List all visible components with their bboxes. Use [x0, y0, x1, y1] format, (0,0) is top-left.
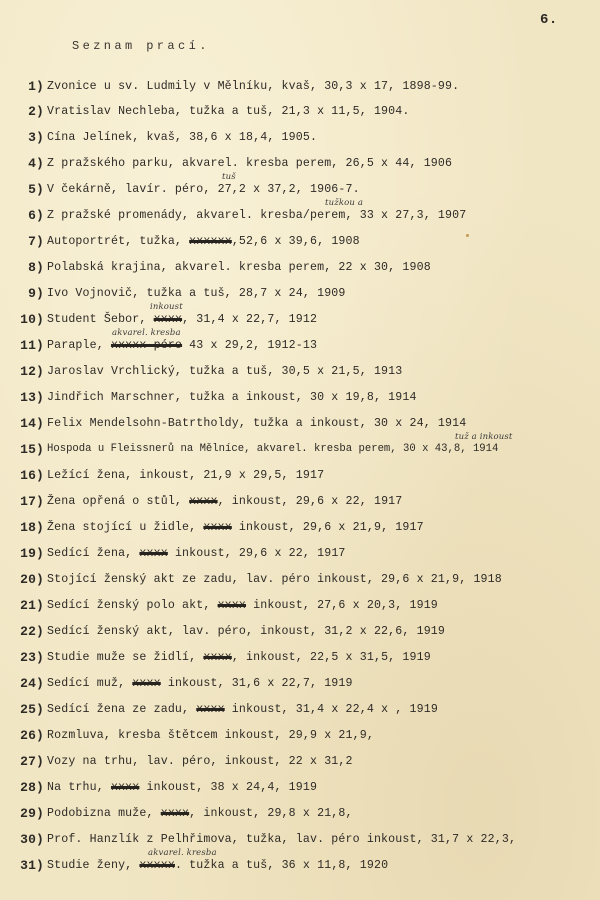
entry-number: 5) — [28, 182, 44, 197]
entry-number: 12) — [20, 364, 44, 379]
entry-text: Jindřich Marschner, tužka a inkoust, 30 x 19,8, 1914 — [47, 391, 417, 404]
entry-text: Sedící žena ze zadu, xxxx inkoust, 31,4 x 22,4 x , 1919 — [47, 703, 438, 716]
entry-number: 18) — [20, 520, 44, 535]
struck-text: xxxx — [132, 677, 161, 690]
entry-text: Prof. Hanzlík z Pelhřimova, tužka, lav. péro inkoust, 31,7 x 22,3, — [47, 833, 517, 846]
entry-text: Autoportrét, tužka, xxxxxx,52,6 x 39,6, 1908 — [47, 235, 360, 248]
struck-text: xxxx — [217, 599, 247, 612]
entry-number: 13) — [20, 390, 44, 405]
entry-number: 1) — [28, 79, 44, 94]
entry-number: 21) — [20, 598, 44, 613]
entry-text: Jaroslav Vrchlický, tužka a tuš, 30,5 x 21,5, 1913 — [47, 365, 403, 378]
list-entry — [0, 286, 600, 306]
list-entry — [0, 598, 600, 618]
entry-text: Polabská krajina, akvarel. kresba perem, 22 x 30, 1908 — [47, 261, 431, 274]
list-entry — [0, 624, 600, 644]
entry-number: 29) — [20, 806, 44, 821]
entry-text: Sedící ženský akt, lav. péro, inkoust, 31,2 x 22,6, 1919 — [47, 625, 446, 638]
list-entry — [0, 328, 600, 358]
entry-number: 14) — [20, 416, 44, 431]
entry-text: Felix Mendelsohn-Batrtholdy, tužka a inkoust, 30 x 24, 1914 — [47, 417, 467, 430]
entry-text: Žena opřená o stůl, xxxx, inkoust, 29,6 x 22, 1917 — [47, 495, 403, 508]
list-entry — [0, 728, 600, 748]
entry-number: 17) — [20, 494, 44, 509]
list-entry — [0, 572, 600, 592]
struck-text: xxxx — [189, 495, 218, 508]
entry-text: Ležící žena, inkoust, 21,9 x 29,5, 1917 — [47, 469, 325, 482]
list-entry — [0, 780, 600, 800]
entry-text: Z pražského parku, akvarel. kresba perem, 26,5 x 44, 1906 — [47, 157, 453, 170]
entry-text: Studie ženy, xxxxx. tužka a tuš, 36 x 11,8, 1920 — [47, 859, 389, 872]
list-entry — [0, 260, 600, 280]
struck-text: xxxx — [153, 313, 183, 326]
entry-number: 9) — [28, 286, 44, 301]
list-entry — [0, 172, 600, 202]
list-entry — [0, 832, 600, 852]
entry-text: Hospoda u Fleissnerů na Mělníce, akvarel. kresba perem, 30 x 43,8, 1914 — [47, 443, 499, 455]
list-entry — [0, 302, 600, 332]
entry-number: 19) — [20, 546, 44, 561]
struck-text: xxxx — [203, 521, 232, 534]
handwritten-note: tužkou a — [325, 198, 364, 208]
entry-number: 4) — [28, 156, 44, 171]
list-entry — [0, 432, 600, 462]
entry-text: Podobizna muže, xxxx, inkoust, 29,8 x 21,8, — [47, 807, 353, 820]
handwritten-note: akvarel. kresba — [148, 848, 217, 858]
struck-text: xxxx — [196, 703, 225, 716]
entry-number: 15) — [20, 442, 44, 457]
entry-number: 26) — [20, 728, 44, 743]
entry-text: Stojící ženský akt ze zadu, lav. péro inkoust, 29,6 x 21,9, 1918 — [47, 573, 502, 586]
struck-text: xxxxx — [139, 859, 175, 872]
struck-text: xxxxx péro — [110, 339, 183, 352]
list-entry — [0, 156, 600, 176]
struck-text: xxxxxx — [189, 235, 232, 248]
list-entry — [0, 546, 600, 566]
entry-text: Sedící muž, xxxx inkoust, 31,6 x 22,7, 1919 — [47, 677, 353, 690]
list-entry — [0, 494, 600, 514]
list-entry — [0, 676, 600, 696]
list-entry — [0, 364, 600, 384]
entry-number: 8) — [28, 260, 44, 275]
list-entry — [0, 702, 600, 722]
list-entry — [0, 848, 600, 878]
entry-number: 30) — [20, 832, 44, 847]
list-entry — [0, 806, 600, 826]
entry-number: 7) — [28, 234, 44, 249]
list-entry — [0, 79, 600, 99]
entry-number: 22) — [20, 624, 44, 639]
handwritten-note: tuž a inkoust — [455, 432, 513, 442]
list-entry — [0, 198, 600, 228]
list-entry — [0, 468, 600, 488]
entry-text: Cína Jelínek, kvaš, 38,6 x 18,4, 1905. — [47, 131, 318, 144]
ink-spot — [466, 234, 469, 237]
list-entry — [0, 520, 600, 540]
handwritten-note: tuš — [222, 172, 236, 182]
entry-number: 11) — [20, 338, 44, 353]
struck-text: xxxx — [203, 651, 232, 664]
entry-text: Zvonice u sv. Ludmily v Mělníku, kvaš, 30,3 x 17, 1898-99. — [47, 80, 460, 93]
entry-text: Vozy na trhu, lav. péro, inkoust, 22 x 31,2 — [47, 755, 353, 768]
struck-text: xxxx — [110, 781, 140, 794]
entry-number: 25) — [20, 702, 44, 717]
entry-number: 24) — [20, 676, 44, 691]
entry-text: Studie muže se židlí, xxxx, inkoust, 22,5 x 31,5, 1919 — [47, 651, 431, 664]
list-title: Seznam prací. — [72, 39, 210, 53]
handwritten-note: inkoust — [150, 302, 183, 312]
entry-text: Paraple, xxxxx péro 43 x 29,2, 1912-13 — [47, 339, 318, 352]
entry-number: 10) — [20, 312, 44, 327]
entry-text: Rozmluva, kresba štětcem inkoust, 29,9 x 21,9, — [47, 729, 374, 742]
list-entry — [0, 130, 600, 150]
entry-text: Vratislav Nechleba, tužka a tuš, 21,3 x 11,5, 1904. — [47, 105, 410, 118]
list-entry — [0, 234, 600, 254]
page-number: 6. — [540, 12, 558, 28]
entry-text: Sedící žena, xxxx inkoust, 29,6 x 22, 1917 — [47, 547, 346, 560]
list-entry — [0, 650, 600, 670]
struck-text: xxxx — [139, 547, 168, 560]
entry-number: 28) — [20, 780, 44, 795]
entry-number: 6) — [28, 208, 44, 223]
entry-text: V čekárně, lavír. péro, 27,2 x 37,2, 1906-7. — [47, 183, 360, 196]
entry-text: Student Šebor, xxxx, 31,4 x 22,7, 1912 — [47, 313, 318, 326]
entry-number: 3) — [28, 130, 44, 145]
entry-text: Z pražské promenády, akvarel. kresba/perem, 33 x 27,3, 1907 — [47, 209, 467, 222]
entry-text: Na trhu, xxxx inkoust, 38 x 24,4, 1919 — [47, 781, 318, 794]
struck-text: xxxx — [160, 807, 190, 820]
entry-number: 16) — [20, 468, 44, 483]
list-entry — [0, 390, 600, 410]
entry-number: 27) — [20, 754, 44, 769]
entry-number: 31) — [20, 858, 44, 873]
entry-text: Sedící ženský polo akt, xxxx inkoust, 27,6 x 20,3, 1919 — [47, 599, 438, 612]
entry-number: 20) — [20, 572, 44, 587]
entry-text: Žena stojící u židle, xxxx inkoust, 29,6 x 21,9, 1917 — [47, 521, 424, 534]
list-entry — [0, 104, 600, 124]
entry-number: 2) — [28, 104, 44, 119]
list-entry — [0, 754, 600, 774]
entry-number: 23) — [20, 650, 44, 665]
handwritten-note: akvarel. kresba — [112, 328, 181, 338]
entry-text: Ivo Vojnovič, tužka a tuš, 28,7 x 24, 1909 — [47, 287, 346, 300]
